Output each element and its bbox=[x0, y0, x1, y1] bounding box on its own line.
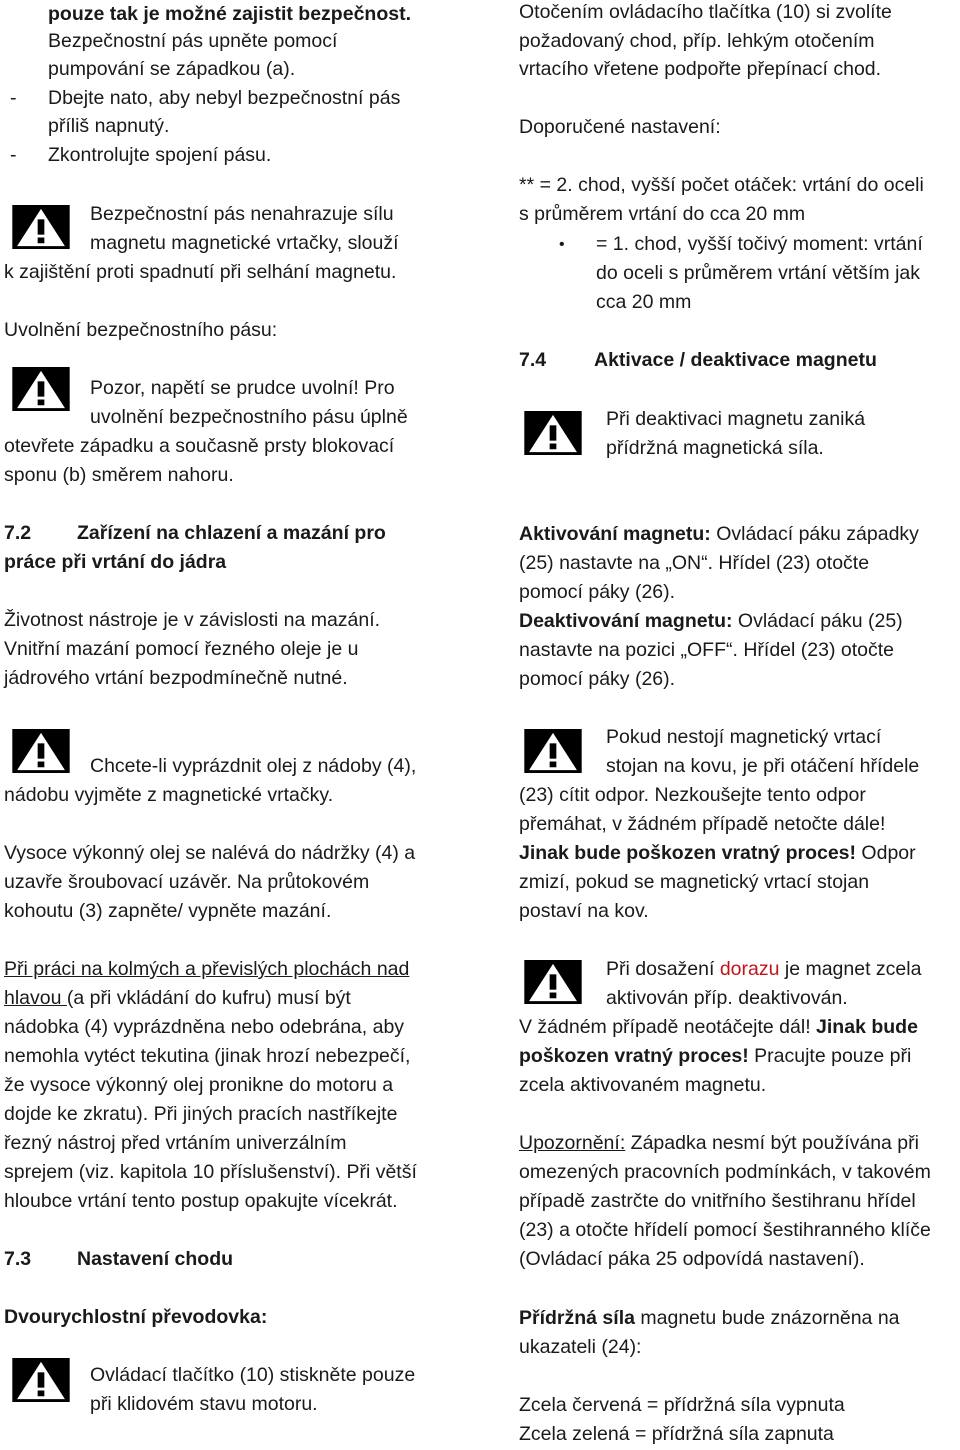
paragraph-line: Vnitřní mazání pomocí řezného oleje je u bbox=[4, 638, 359, 660]
section-number: 7.2 bbox=[4, 522, 32, 544]
warning-text bbox=[606, 955, 921, 984]
bold-warning: poškozen vratný proces! bbox=[519, 1045, 749, 1067]
warning-text: nádobu vyjměte z magnetické vrtačky. bbox=[4, 784, 334, 806]
paragraph-line: dojde ke zkratu). Při jiných pracích nastříkejte bbox=[4, 1103, 398, 1125]
paragraph-line: s průměrem vrtání do cca 20 mm bbox=[519, 203, 806, 225]
paragraph-line bbox=[4, 984, 351, 1013]
paragraph-line: vrtacího vřetene podpořte přepínací chod. bbox=[519, 58, 882, 80]
warning-text: magnetu magnetické vrtačky, slouží bbox=[90, 232, 399, 254]
paragraph-text: je magnet zcela bbox=[779, 958, 922, 980]
warning-text: k zajištění proti spadnutí při selhání magnetu. bbox=[4, 261, 397, 283]
intro-line: Zkontrolujte spojení pásu. bbox=[48, 144, 272, 166]
section-heading: Uvolnění bezpečnostního pásu: bbox=[4, 319, 278, 341]
bold-label: Deaktivování magnetu: bbox=[519, 610, 733, 632]
warning-icon bbox=[524, 729, 582, 773]
paragraph-line bbox=[519, 1304, 900, 1333]
warning-icon bbox=[524, 960, 582, 1004]
warning-text: sponu (b) směrem nahoru. bbox=[4, 464, 234, 486]
paragraph-text: magnetu bude znázorněna na bbox=[634, 1307, 900, 1329]
paragraph-line: Životnost nástroje je v závislosti na mazání. bbox=[4, 609, 381, 631]
paragraph-text: Při dosažení bbox=[606, 958, 720, 980]
paragraph-line: pomocí páky (26). bbox=[519, 581, 676, 603]
warning-text: Ovládací tlačítko (10) stiskněte pouze bbox=[90, 1364, 416, 1386]
warning-text: zcela aktivovaném magnetu. bbox=[519, 1074, 767, 1096]
warning-icon bbox=[12, 205, 70, 249]
intro-line: příliš napnutý. bbox=[48, 115, 170, 137]
paragraph-text: (a při vkládání do kufru) musí být bbox=[66, 987, 351, 1009]
paragraph-line: nemohla vytéct tekutina (jinak hrozí nebezpečí, bbox=[4, 1045, 411, 1067]
intro-line: Dbejte nato, aby nebyl bezpečnostní pás bbox=[48, 87, 401, 109]
list-item: cca 20 mm bbox=[596, 291, 692, 313]
paragraph-line: že vysoce výkonný olej pronikne do motoru a bbox=[4, 1074, 394, 1096]
intro-line: Bezpečnostní pás upněte pomocí bbox=[48, 30, 338, 52]
paragraph-text: Ovládací páku (25) bbox=[732, 610, 903, 632]
warning-text: otevřete západku a současně prsty blokovací bbox=[4, 435, 395, 457]
list-item: do oceli s průměrem vrtání větším jak bbox=[596, 262, 921, 284]
warning-text: uvolnění bezpečnostního pásu úplně bbox=[90, 406, 408, 428]
paragraph-line: (25) nastavte na „ON“. Hřídel (23) otočte bbox=[519, 552, 870, 574]
list-dash: - bbox=[10, 144, 17, 166]
paragraph-line: nastavte na pozici „OFF“. Hřídel (23) otočte bbox=[519, 639, 894, 661]
bold-label: Přídržná síla bbox=[519, 1307, 635, 1329]
bold-warning: Jinak bude poškozen vratný proces! bbox=[519, 842, 857, 864]
warning-text: aktivován příp. deaktivován. bbox=[606, 987, 848, 1009]
warning-text: postaví na kov. bbox=[519, 900, 649, 922]
section-title: Aktivace / deaktivace magnetu bbox=[594, 349, 877, 371]
warning-text: (23) cítit odpor. Nezkoušejte tento odpor bbox=[519, 784, 866, 806]
intro-line: pouze tak je možné zajistit bezpečnost. bbox=[48, 3, 411, 25]
paragraph-line: sprejem (viz. kapitola 10 příslušenství). Při větší bbox=[4, 1161, 417, 1183]
paragraph-line: ** = 2. chod, vyšší počet otáček: vrtání do oceli bbox=[519, 174, 924, 196]
warning-text: Pozor, napětí se prudce uvolní! Pro bbox=[90, 377, 395, 399]
warning-text bbox=[519, 1013, 918, 1042]
paragraph-text: Západka nesmí být používána při bbox=[625, 1132, 919, 1154]
paragraph-text: Ovládací páku západky bbox=[710, 523, 919, 545]
warning-text: Při deaktivaci magnetu zaniká bbox=[606, 408, 866, 430]
paragraph-line: Otočením ovládacího tlačítka (10) si zvolíte bbox=[519, 1, 892, 23]
list-dash: - bbox=[10, 87, 17, 109]
list-item: = 1. chod, vyšší točivý moment: vrtání bbox=[596, 233, 923, 255]
warning-text: přídržná magnetická síla. bbox=[606, 437, 824, 459]
paragraph-line: Zcela červená = přídržná síla vypnuta bbox=[519, 1394, 845, 1416]
warning-text: zmizí, pokud se magnetický vrtací stojan bbox=[519, 871, 870, 893]
warning-text: Bezpečnostní pás nenahrazuje sílu bbox=[90, 203, 394, 225]
paragraph-line bbox=[519, 607, 903, 636]
warning-icon bbox=[12, 729, 70, 773]
bold-label: Aktivování magnetu: bbox=[519, 523, 711, 545]
paragraph-text: V žádném případě neotáčejte dál! bbox=[519, 1016, 817, 1038]
section-number: 7.3 bbox=[4, 1248, 32, 1270]
warning-text bbox=[519, 1042, 911, 1071]
paragraph-line: ukazateli (24): bbox=[519, 1336, 642, 1358]
underlined-text: hlavou bbox=[4, 987, 67, 1009]
paragraph-line: jádrového vrtání bezpodmínečně nutné. bbox=[4, 667, 348, 689]
warning-icon bbox=[12, 1358, 70, 1402]
paragraph-line: hloubce vrtání tento postup opakujte vícekrát. bbox=[4, 1190, 398, 1212]
warning-text: přemáhat, v žádném případě netočte dále! bbox=[519, 813, 886, 835]
paragraph-line: požadovaný chod, příp. lehkým otočením bbox=[519, 30, 875, 52]
section-title: Nastavení chodu bbox=[77, 1248, 234, 1270]
section-number: 7.4 bbox=[519, 349, 547, 371]
warning-text bbox=[519, 839, 916, 868]
section-heading: Dvourychlostní převodovka: bbox=[4, 1306, 268, 1328]
paragraph-text: Odpor bbox=[856, 842, 916, 864]
paragraph-line: (Ovládací páka 25 odpovídá nastavení). bbox=[519, 1248, 865, 1270]
warning-icon bbox=[524, 411, 582, 455]
warning-text: Pokud nestojí magnetický vrtací bbox=[606, 726, 882, 748]
paragraph-line: kohoutu (3) zapněte/ vypněte mazání. bbox=[4, 900, 332, 922]
section-title: práce při vrtání do jádra bbox=[4, 551, 227, 573]
section-heading: Doporučené nastavení: bbox=[519, 116, 721, 138]
intro-line: pumpování se západkou (a). bbox=[48, 58, 296, 80]
paragraph-line: pomocí páky (26). bbox=[519, 668, 676, 690]
warning-text: Chcete-li vyprázdnit olej z nádoby (4), bbox=[90, 755, 417, 777]
bullet-icon: • bbox=[559, 236, 565, 253]
paragraph-line: (23) a otočte hřídelí pomocí šestihranného klíče bbox=[519, 1219, 931, 1241]
paragraph-text: Pracujte pouze při bbox=[748, 1045, 912, 1067]
paragraph-line: nádobka (4) vyprázdněna nebo odebrána, aby bbox=[4, 1016, 405, 1038]
section-title: Zařízení na chlazení a mazání pro bbox=[77, 522, 386, 544]
highlighted-word: dorazu bbox=[719, 958, 780, 980]
paragraph-line: Zcela zelená = přídržná síla zapnuta bbox=[519, 1423, 834, 1445]
underlined-text: Při práci na kolmých a převislých plochách nad bbox=[4, 958, 410, 980]
paragraph-line: Vysoce výkonný olej se nalévá do nádržky (4) a bbox=[4, 842, 416, 864]
paragraph-line: řezný nástroj před vrtáním univerzálním bbox=[4, 1132, 347, 1154]
paragraph-line: případě zastrčte do vnitřního šestihranu hřídel bbox=[519, 1190, 916, 1212]
bold-warning: Jinak bude bbox=[816, 1016, 918, 1038]
paragraph-line: omezených pracovních podmínkách, v takovém bbox=[519, 1161, 931, 1183]
warning-icon bbox=[12, 367, 70, 411]
paragraph-line bbox=[519, 1129, 919, 1158]
underlined-text: Upozornění: bbox=[519, 1132, 626, 1154]
paragraph-line bbox=[519, 520, 919, 549]
warning-text: stojan na kovu, je při otáčení hřídele bbox=[606, 755, 920, 777]
warning-text: při klidovém stavu motoru. bbox=[90, 1393, 318, 1415]
paragraph-line: uzavře šroubovací uzávěr. Na průtokovém bbox=[4, 871, 370, 893]
